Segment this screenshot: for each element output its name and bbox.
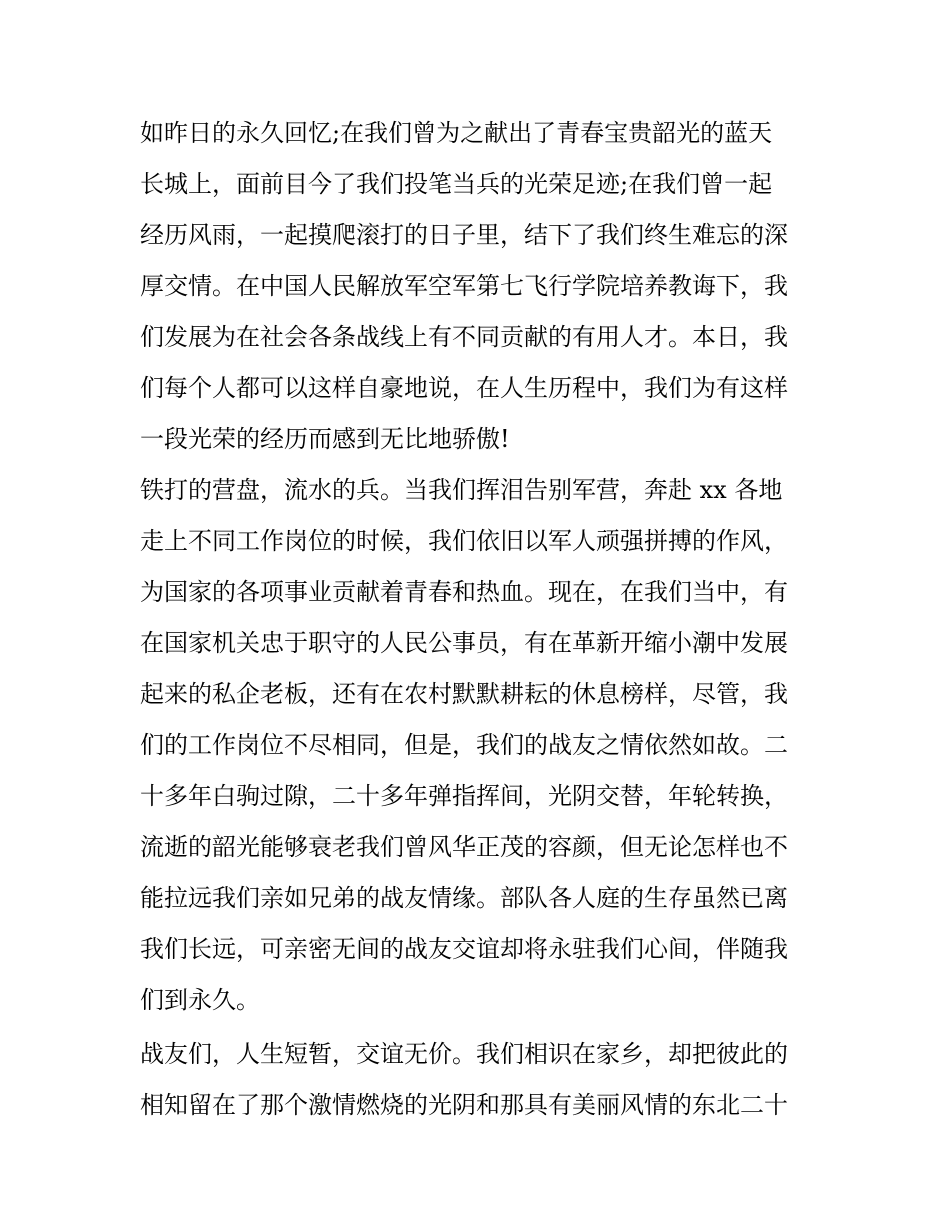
text-line: 十多年白驹过隙，二十多年弹指挥间，光阴交替，年轮转换， [140,782,788,810]
text-line: 相知留在了那个激情燃烧的光阴和那具有美丽风情的东北二十 [140,1091,788,1119]
body-text [140,108,812,1131]
text-line: 们的工作岗位不尽相同，但是，我们的战友之情依然如故。二 [140,731,788,759]
text-line: 们到永久。 [140,986,260,1014]
text-line: 流逝的韶光能够衰老我们曾风华正茂的容颜，但无论怎样也不 [140,833,788,861]
text-line: 厚交情。在中国人民解放军空军第七飞行学院培养教诲下，我 [140,272,788,300]
text-line: 长城上，面前目今了我们投笔当兵的光荣足迹;在我们曾一起 [140,170,773,198]
text-line: 走上不同工作岗位的时候，我们依旧以军人顽强拼搏的作风， [140,527,788,555]
text-line: 经历风雨，一起摸爬滚打的日子里，结下了我们终生难忘的深 [140,221,788,249]
text-line: 为国家的各项事业贡献着青春和热血。现在，在我们当中，有 [140,578,788,606]
text-line: 们发展为在社会各条战线上有不同贡献的有用人才。本日，我 [140,323,788,351]
text-line: 起来的私企老板，还有在农村默默耕耘的休息榜样，尽管，我 [140,680,788,708]
text-line: 我们长远，可亲密无间的战友交谊却将永驻我们心间，伴随我 [140,935,788,963]
text-line: 在国家机关忠于职守的人民公事员，有在革新开缩小潮中发展 [140,629,788,657]
paragraph-2 [140,465,812,1026]
text-line: 一段光荣的经历而感到无比地骄傲! [140,425,510,453]
text-line: 能拉远我们亲如兄弟的战友情缘。部队各人庭的生存虽然已离 [140,884,788,912]
text-line: 铁打的营盘，流水的兵。当我们挥泪告别军营，奔赴 xx 各地 [140,476,783,504]
text-line: 战友们，人生短暂，交谊无价。我们相识在家乡，却把彼此的 [140,1040,788,1068]
text-line: 如昨日的永久回忆;在我们曾为之献出了青春宝贵韶光的蓝天 [140,119,773,147]
paragraph-1 [140,108,812,465]
text-line: 们每个人都可以这样自豪地说，在人生历程中，我们为有这样 [140,374,788,402]
paragraph-3 [140,1029,812,1131]
